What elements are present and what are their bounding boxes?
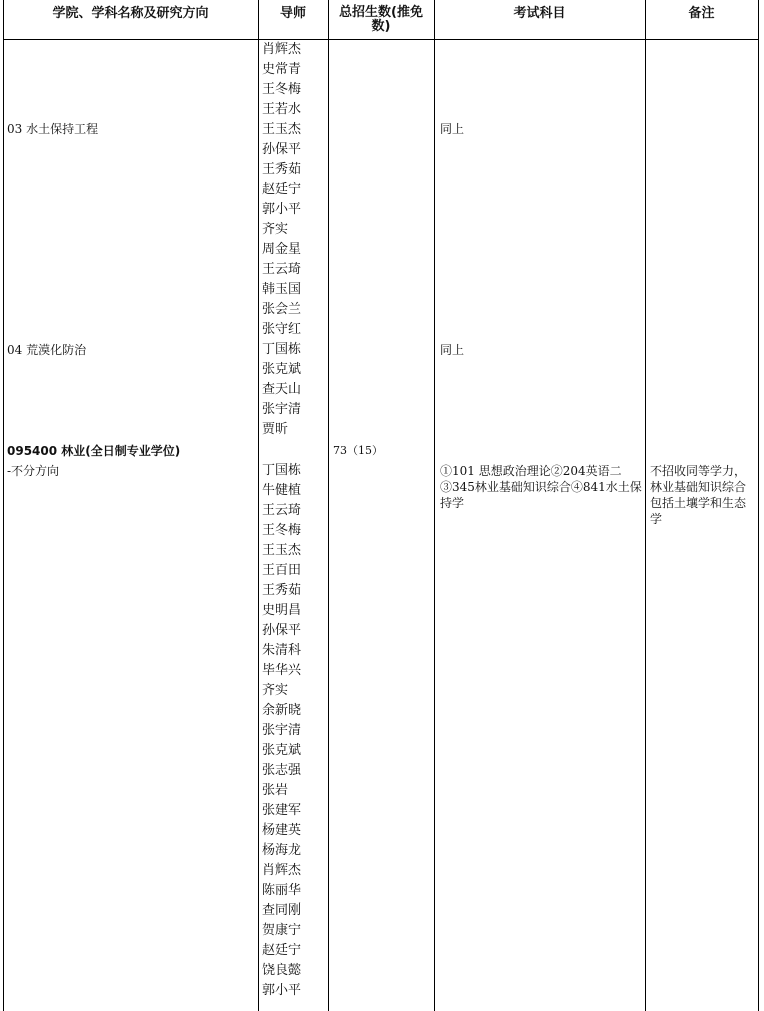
supervisor-name: 肖辉杰 bbox=[262, 863, 302, 878]
supervisor-name: 丁国栋 bbox=[262, 342, 302, 357]
supervisor-name: 王若水 bbox=[262, 102, 302, 117]
supervisor-list-04 bbox=[262, 320, 326, 440]
supervisor-name: 张宇清 bbox=[262, 402, 302, 417]
supervisor-name: 张志强 bbox=[262, 763, 302, 778]
header-bottom-rule bbox=[3, 39, 758, 40]
program-notes: 不招收同等学力，林业基础知识综合包括土壤学和生态学 bbox=[650, 464, 747, 526]
program-code-name: 095400 林业(全日制专业学位) bbox=[7, 444, 181, 458]
supervisor-name: 王冬梅 bbox=[262, 82, 302, 97]
supervisor-name: 齐实 bbox=[262, 683, 289, 698]
column-divider bbox=[258, 0, 259, 1011]
supervisor-name: 贾昕 bbox=[262, 422, 289, 437]
supervisor-name: 牛健植 bbox=[262, 483, 302, 498]
supervisor-name: 陈丽华 bbox=[262, 883, 302, 898]
supervisor-name: 张克斌 bbox=[262, 743, 302, 758]
supervisor-name: 查天山 bbox=[262, 382, 302, 397]
supervisor-name: 王云琦 bbox=[262, 262, 302, 277]
supervisor-name: 贺康宁 bbox=[262, 923, 302, 938]
supervisor-name: 孙保平 bbox=[262, 142, 302, 157]
supervisor-name: 王玉杰 bbox=[262, 543, 302, 558]
direction-04: 04 荒漠化防治 bbox=[7, 343, 87, 357]
header-program-label: 学院、学科名称及研究方向 bbox=[52, 6, 209, 21]
supervisor-name: 张建军 bbox=[262, 803, 302, 818]
column-divider bbox=[645, 0, 646, 1011]
supervisor-name: 史常青 bbox=[262, 62, 302, 77]
table-border-right bbox=[758, 0, 759, 1011]
column-divider bbox=[434, 0, 435, 1011]
supervisor-name: 王秀茹 bbox=[262, 583, 302, 598]
supervisor-name: 余新晓 bbox=[262, 703, 302, 718]
header-supervisor-label: 导师 bbox=[279, 6, 306, 21]
supervisor-name: 张会兰 bbox=[262, 302, 302, 317]
supervisor-name: 张克斌 bbox=[262, 362, 302, 377]
supervisor-name: 郭小平 bbox=[262, 983, 302, 998]
supervisor-name: 毕华兴 bbox=[262, 663, 302, 678]
supervisor-name: 杨海龙 bbox=[262, 843, 302, 858]
header-quota-label: 总招生数(推免数) bbox=[339, 5, 423, 34]
exam-03: 同上 bbox=[440, 122, 465, 136]
supervisor-name: 赵廷宁 bbox=[262, 943, 302, 958]
supervisor-name: 丁国栋 bbox=[262, 463, 302, 478]
header-exam-label: 考试科目 bbox=[513, 6, 566, 21]
header-exam bbox=[434, 0, 645, 39]
supervisor-name: 史明昌 bbox=[262, 603, 302, 618]
supervisor-name: 朱清科 bbox=[262, 643, 302, 658]
header-quota bbox=[328, 0, 434, 39]
supervisor-name: 郭小平 bbox=[262, 202, 302, 217]
supervisor-list-095400 bbox=[262, 461, 326, 1001]
program-direction: -不分方向 bbox=[7, 464, 60, 478]
column-divider bbox=[328, 0, 329, 1011]
supervisor-name: 饶良懿 bbox=[262, 963, 302, 978]
supervisor-name: 韩玉国 bbox=[262, 282, 302, 297]
supervisor-name: 张守红 bbox=[262, 322, 302, 337]
supervisor-name: 王冬梅 bbox=[262, 523, 302, 538]
header-program bbox=[3, 0, 258, 39]
supervisor-name: 周金星 bbox=[262, 242, 302, 257]
direction-03: 03 水土保持工程 bbox=[7, 122, 99, 136]
supervisor-name: 查同刚 bbox=[262, 903, 302, 918]
header-notes bbox=[645, 0, 758, 39]
header-notes-label: 备注 bbox=[688, 6, 715, 21]
program-quota: 73（15） bbox=[333, 444, 383, 457]
supervisor-name: 王百田 bbox=[262, 563, 302, 578]
supervisor-name: 张岩 bbox=[262, 783, 289, 798]
table-border-left bbox=[3, 0, 4, 1011]
supervisor-name: 齐实 bbox=[262, 222, 289, 237]
supervisor-name: 王云琦 bbox=[262, 503, 302, 518]
supervisor-name: 王秀茹 bbox=[262, 162, 302, 177]
supervisor-list-03 bbox=[262, 40, 326, 320]
supervisor-name: 张宇清 bbox=[262, 723, 302, 738]
supervisor-name: 赵廷宁 bbox=[262, 182, 302, 197]
supervisor-name: 肖辉杰 bbox=[262, 42, 302, 57]
supervisor-name: 王玉杰 bbox=[262, 122, 302, 137]
header-supervisor bbox=[258, 0, 328, 39]
supervisor-name: 杨建英 bbox=[262, 823, 302, 838]
program-exam-subjects: ①101 思想政治理论②204英语二③345林业基础知识综合④841水土保持学 bbox=[440, 464, 642, 510]
supervisor-name: 孙保平 bbox=[262, 623, 302, 638]
exam-04: 同上 bbox=[440, 343, 465, 357]
